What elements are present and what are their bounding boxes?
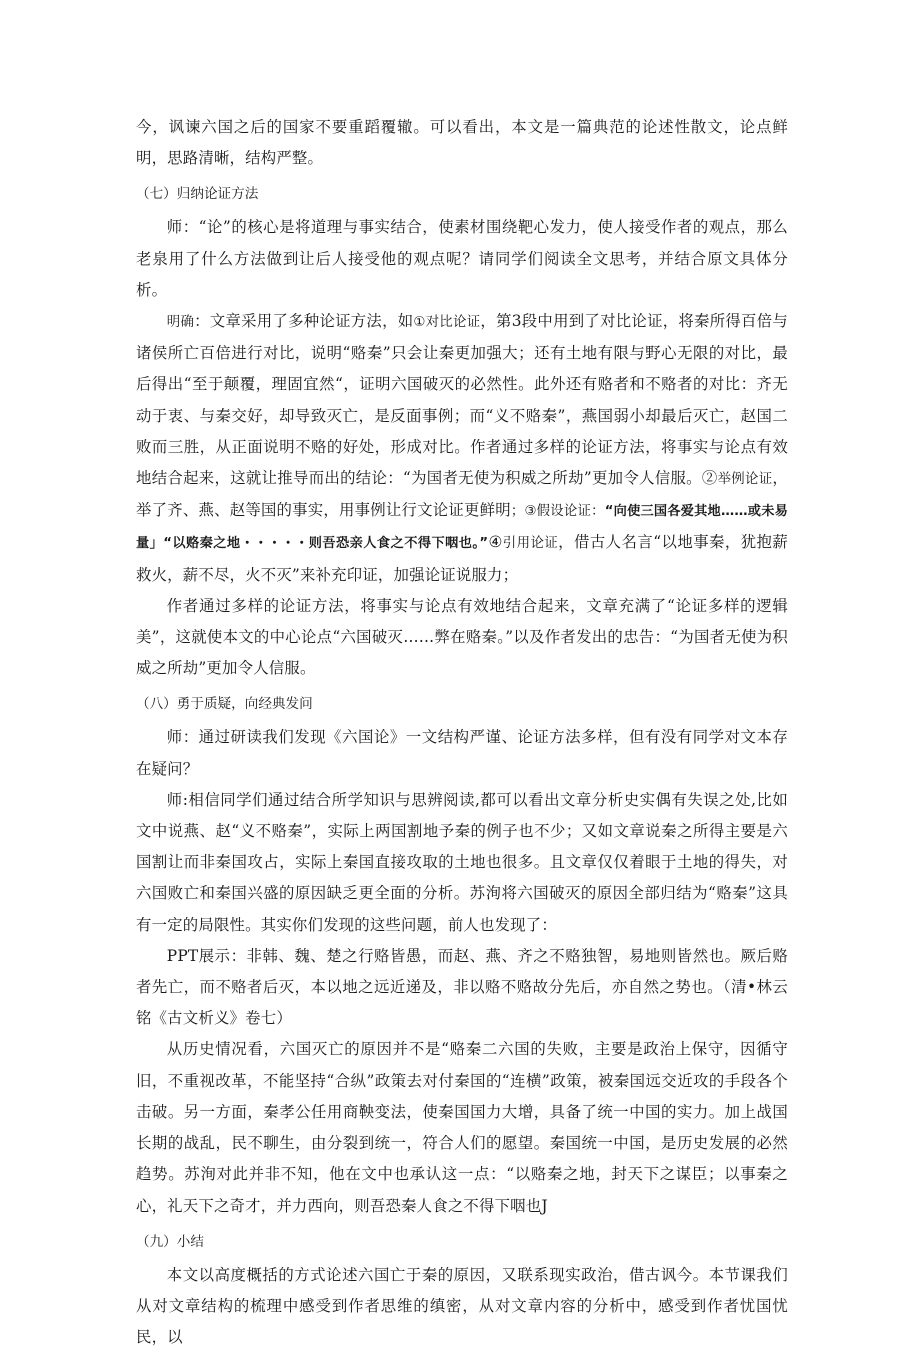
paragraph-8-ppt: PPT展示：非韩、魏、楚之行赂皆愚，而赵、燕、齐之不赂独智，易地则皆然也。厥后赂者先亡，而不赂者后灭，本以地之远近递及，非以赂不赂故分先后，亦自然之势也。（清•林云铭《古文析义》卷七）	[136, 946, 788, 1028]
answer-text-5: ，借古人名言“以地事秦，犹抱薪救火，薪不尽，火不灭”来补充印证，加强论证说服力；	[136, 533, 788, 584]
answer-text-4: ④	[488, 533, 503, 552]
section-heading-8: （八）勇于质疑，向经典发问	[136, 696, 313, 713]
paragraph-9-summary: 本文以高度概括的方式论述六国亡于秦的原因，又联系现实政治，借古讽今。本节课我们从对文章结构的梳理中感受到作者思维的缜密，从对文章内容的分析中，感受到作者忧国忧民，以	[136, 1265, 788, 1347]
method-hypothesis: ；③假设论证：	[510, 504, 605, 520]
method-contrast: ①对比论证	[413, 315, 481, 331]
paragraph-8-history: 从历史情况看，六国灭亡的原因并不是“赂秦二六国的失败，主要是政治上保守，因循守旧，不重视改革，不能坚持“合纵”政策去对付秦国的“连横”政策，被秦国远交近攻的手段各个击破。另一方面，秦孝公任用商鞅变法，使秦国国力大增，具备了统一中国的实力。加上战国长期的战乱，民不聊生，由分裂到统一，符合人们的愿望。秦国统一中国，是历史发展的必然趋势。苏洵对此并非不知，他在文中也承认这一点：“以赂秦之地，封天下之谋臣；以事秦之心，礼天下之奇才，并力西向，则吾恐秦人食之不得下咽也J	[136, 1040, 788, 1215]
method-example: 举例论证	[717, 472, 773, 488]
answer-text-2: ，第3段中用到了对比论证，将秦所得百倍与诸侯所亡百倍进行对比，说明“赂秦”只会让秦更加强大；还有土地有限与野心无限的对比，最后得出“至于颠覆，理固宜然“，证明六国破灭的必然性。此外还有赂者和不赂者的对比：齐无动于衷、与秦交好，却导致灭亡，是反面事例；而“义不赂秦”，燕国弱小却最后灭亡，赵国二败而三胜，从正面说明不赂的好处，形成对比。作者通过多样的论证方法，将事实与论点有效地结合起来，这就让推导而出的结论：“为国者无使为积威之所劫”更加令人信服。②	[136, 312, 788, 488]
paragraph-7-question: 师：“论”的核心是将道理与事实结合，使素材围绕靶心发力，使人接受作者的观点，那么老泉用了什么方法做到让后人接受他的观点呢？请同学们阅读全文思考，并结合原文具体分析。	[136, 218, 788, 299]
paragraph-8-question: 师：通过研读我们发现《六国论》一文结构严谨、论证方法多样，但有没有同学对文本存在疑问？	[136, 728, 788, 778]
answer-text-1: ：文章采用了多种论证方法，如	[194, 312, 414, 331]
answer-text-3: ，举了齐、燕、赵等国的事实，用事例让行文论证更鲜明	[136, 469, 788, 520]
paragraph-7-answer	[136, 306, 788, 591]
paragraph-intro: 今，讽谏六国之后的国家不要重蹈覆辙。可以看出，本文是一篇典范的论述性散文，论点鲜明，思路清晰，结构严整。	[136, 118, 788, 168]
answer-label: 明确	[166, 315, 195, 331]
section-heading-7: （七）归纳论证方法	[136, 186, 259, 203]
method-citation: 引用论证	[502, 536, 559, 552]
paragraph-8-analysis: 师:相信同学们通过结合所学知识与思辨阅读,都可以看出文章分析史实偶有失误之处,比如文中说燕、赵“义不赂秦”，实际上两国割地予秦的例子也不少；又如文章说秦之所得主要是六国割让而非秦国攻占，实际上秦国直接攻取的土地也很多。且文章仅仅着眼于土地的得失，对六国败亡和秦国兴盛的原因缺乏更全面的分析。苏洵将六国破灭的原因全部归结为“赂秦”这具有一定的局限性。其实你们发现的这些问题，前人也发现了：	[136, 790, 788, 934]
section-heading-9: （九）小结	[136, 1233, 204, 1250]
paragraph-7-summary: 作者通过多样的论证方法，将事实与论点有效地结合起来，文章充满了“论证多样的逻辑美”，这就使本文的中心论点“六国破灭……弊在赂秦。”以及作者发出的忠告：“为国者无使为积威之所劫”更加令人信服。	[136, 596, 788, 678]
hypothesis-quote: “向使三国各爱其地……或未易量」“以赂秦之地・・・・・则吾恐亲人食之不得下咽也。”	[136, 504, 788, 552]
